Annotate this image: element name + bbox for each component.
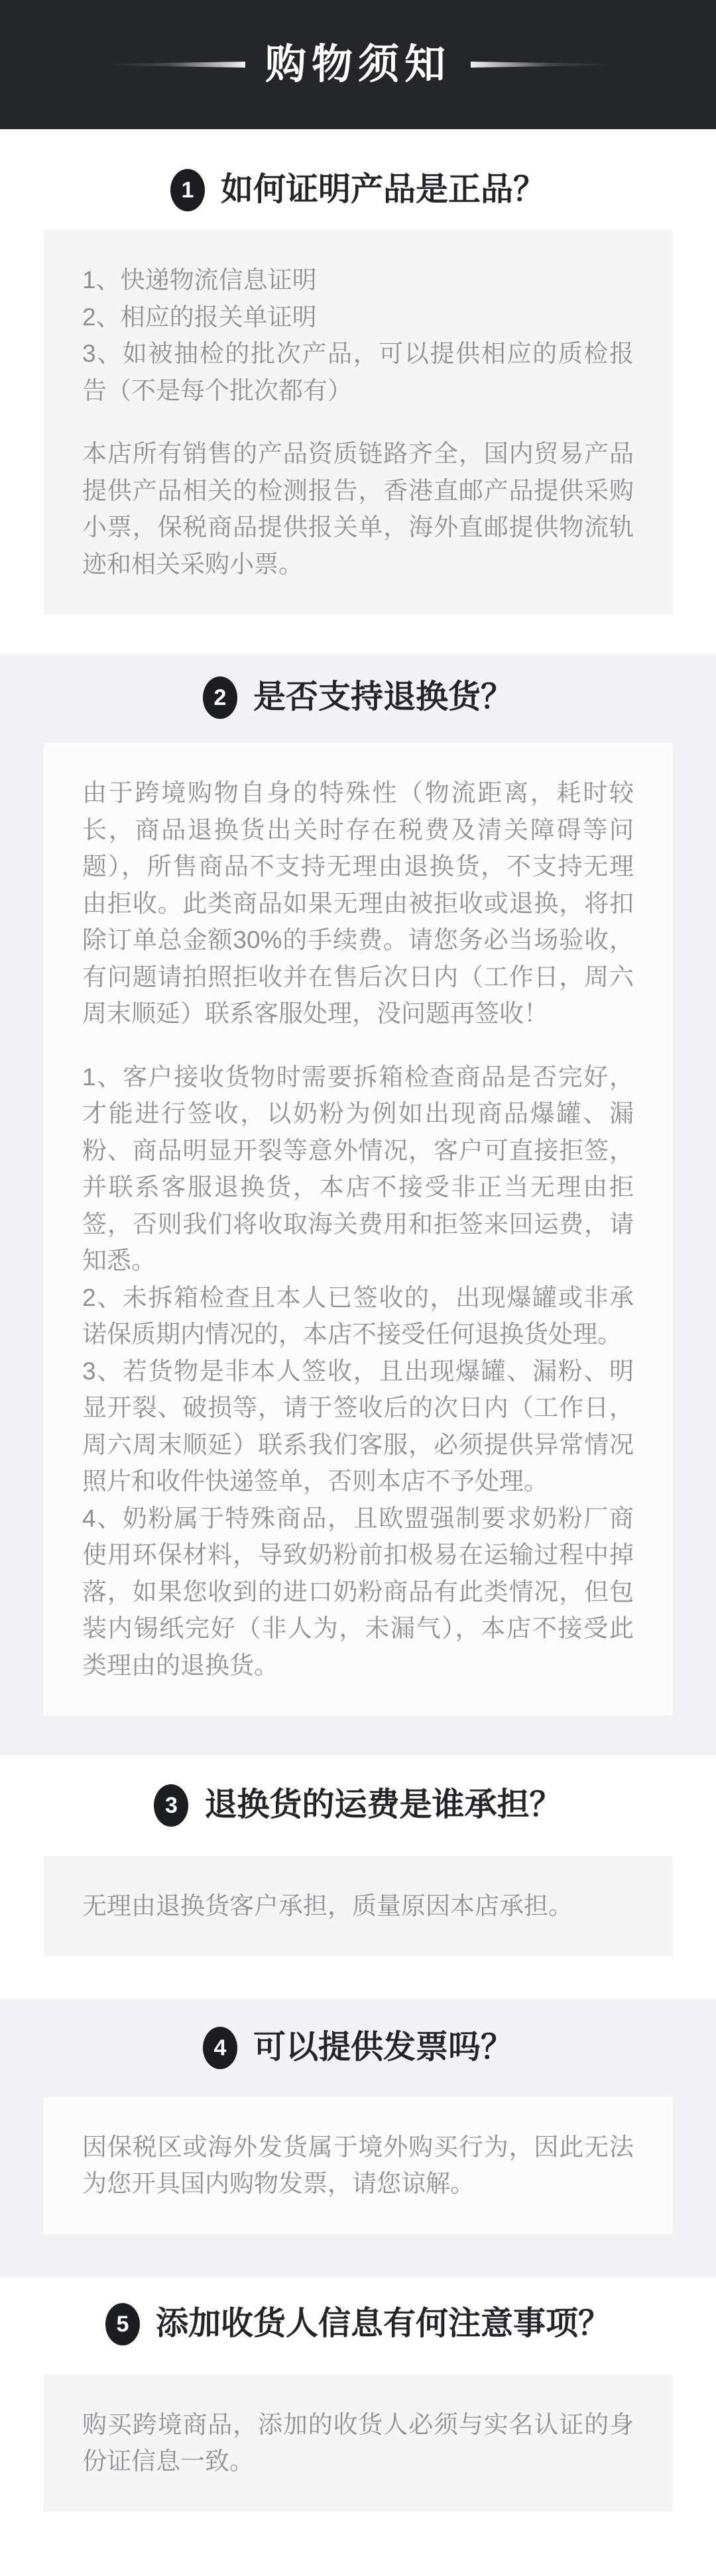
number-badge-5-icon: 5 bbox=[105, 2303, 140, 2345]
number-badge-4-icon: 4 bbox=[203, 2027, 237, 2069]
section-5-body-box bbox=[44, 2375, 672, 2512]
section-1-body-box bbox=[44, 230, 672, 614]
number-badge-1-icon: 1 bbox=[170, 169, 205, 211]
section-2-paragraph: 4、奶粉属于特殊商品，且欧盟强制要求奶粉厂商使用环保材料，导致奶粉前扣极易在运输过程中掉落，如果您收到的进口奶粉商品有此类情况，但包装内锡纸完好（非人为，未漏气），本店不接受此类理由的退换货。 bbox=[82, 1504, 634, 1679]
section-1-paragraph: 1、快递物流信息证明 bbox=[82, 266, 317, 294]
header-divider-left-icon bbox=[105, 62, 245, 68]
section-1-paragraph: 本店所有销售的产品资质链路齐全，国内贸易产品提供产品相关的检测报告，香港直邮产品提供采购小票，保税商品提供报关单，海外直邮提供物流轨迹和相关采购小票。 bbox=[82, 440, 634, 578]
section-2-title-row bbox=[0, 676, 716, 719]
section-5-title-row bbox=[0, 2303, 716, 2345]
section-4-band bbox=[0, 1999, 716, 2278]
section-1-paragraph: 2、相应的报关单证明 bbox=[82, 303, 317, 331]
number-badge-3-icon: 3 bbox=[154, 1784, 188, 1827]
section-2-band bbox=[0, 654, 716, 1755]
section-2-paragraph: 由于跨境购物自身的特殊性（物流距离，耗时较长，商品退换货出关时存在税费及清关障碍等问题），所售商品不支持无理由退换货，不支持无理由拒收。此类商品如果无理由被拒收或退换，将扣除订单总金额30%的手续费。请您务必当场验收，有问题请拍照拒收并在售后次日内（工作日，周六周末顺延）联系客服处理，没问题再签收！ bbox=[82, 779, 634, 1027]
section-1-title-row bbox=[0, 169, 716, 211]
section-4-title-row bbox=[0, 2027, 716, 2069]
section-2-title: 是否支持退换货？ bbox=[253, 679, 513, 716]
header-banner bbox=[0, 0, 716, 129]
section-3-title-row bbox=[0, 1784, 716, 1827]
section-2-paragraph: 1、客户接收货物时需要拆箱检查商品是否完好，才能进行签收，以奶粉为例如出现商品爆罐、漏粉、商品明显开裂等意外情况，客户可直接拒签，并联系客服退换货，本店不接受非正当无理由拒签，否则我们将收取海关费用和拒签来回运费，请知悉。 bbox=[82, 1063, 634, 1274]
section-4-paragraph: 因保税区或海外发货属于境外购买行为，因此无法为您开具国内购物发票，请您谅解。 bbox=[82, 2133, 634, 2197]
number-badge-2-icon: 2 bbox=[203, 676, 237, 719]
section-3-paragraph: 无理由退换货客户承担，质量原因本店承担。 bbox=[82, 1892, 573, 1919]
section-1-title: 如何证明产品是正品？ bbox=[220, 172, 546, 208]
section-4-title: 可以提供发票吗？ bbox=[253, 2029, 513, 2065]
section-4-body-box bbox=[44, 2097, 672, 2234]
header-divider-right-icon bbox=[471, 62, 611, 68]
page-title: 购物须知 bbox=[265, 41, 451, 87]
section-3-body-box bbox=[44, 1856, 672, 1957]
section-2-paragraph: 2、未拆箱检查且本人已签收的，出现爆罐或非承诺保质期内情况的，本店不接受任何退换货处理。 bbox=[82, 1283, 634, 1348]
section-5-title: 添加收货人信息有何注意事项？ bbox=[155, 2305, 611, 2341]
section-5-paragraph: 购买跨境商品，添加的收货人必须与实名认证的身份证信息一致。 bbox=[82, 2410, 634, 2475]
section-2-body-box bbox=[44, 743, 672, 1715]
section-2-paragraph: 3、若货物是非本人签收，且出现爆罐、漏粉、明显开裂、破损等，请于签收后的次日内（工作日，周六周末顺延）联系我们客服，必须提供异常情况照片和收件快递签单，否则本店不予处理。 bbox=[82, 1357, 634, 1495]
section-1-paragraph: 3、如被抽检的批次产品，可以提供相应的质检报告（不是每个批次都有） bbox=[82, 340, 634, 404]
bottom-whitespace bbox=[0, 2512, 716, 2554]
section-3-title: 退换货的运费是谁承担？ bbox=[204, 1787, 562, 1823]
